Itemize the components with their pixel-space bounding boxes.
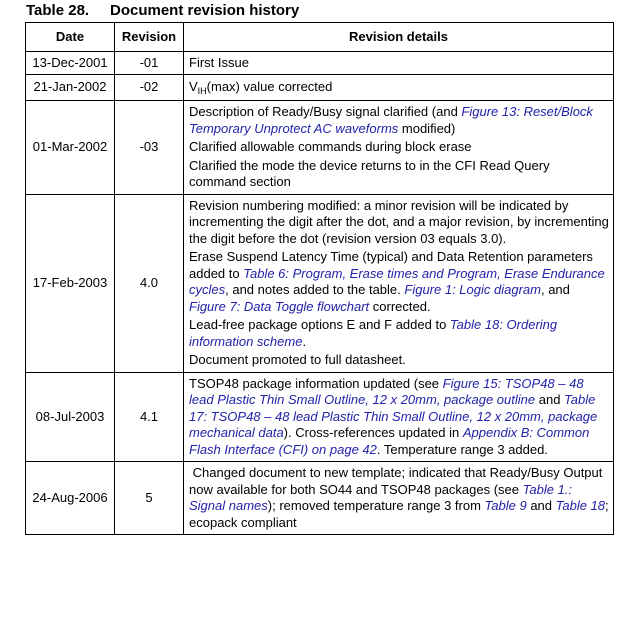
- details-paragraph: Revision numbering modified: a minor revision will be indicated by incrementing the digit after the dot, and a major revision, by incrementing the digit before the dot (revision version 03 equals 3.0).: [189, 197, 609, 246]
- link-table-17[interactable]: Table 17: TSOP48 – 48 lead Plastic Thin Small Outline, 12 x 20mm, package mechanical data: [189, 392, 598, 440]
- cell-details: [184, 372, 614, 462]
- link-table-9[interactable]: Table 9: [484, 498, 527, 513]
- table-row: [26, 52, 614, 75]
- details-text: (max) value corrected: [206, 79, 333, 95]
- link-table-18[interactable]: Table 18: [555, 498, 606, 513]
- cell-details: [184, 462, 614, 535]
- details-text: , and notes added to the table.: [225, 282, 405, 297]
- link-figure-1[interactable]: Figure 1: Logic diagram: [404, 282, 541, 297]
- details-text: Erase Suspend Latency Time (typical) and Data Retention parameters added to: [189, 249, 593, 281]
- vih-symbol: V: [189, 79, 198, 95]
- details-text: ); removed temperature range 3 from: [267, 498, 485, 513]
- table-number: Table 28.: [26, 2, 90, 19]
- details-text: .: [302, 333, 307, 349]
- link-appendix-b[interactable]: Appendix B: Common Flash Interface (CFI) on page 42: [189, 425, 590, 457]
- details-text: TSOP48 package information updated (see: [189, 375, 443, 391]
- cell-details: [184, 75, 614, 101]
- table-row: [26, 372, 614, 462]
- cell-date: 08-Jul-2003: [26, 372, 115, 462]
- details-text: corrected.: [369, 298, 431, 314]
- details-paragraph: [189, 317, 609, 350]
- table-row: [26, 462, 614, 535]
- details-text: modified): [398, 120, 456, 136]
- details-text: and: [526, 498, 556, 513]
- details-text: , and: [540, 282, 570, 297]
- cell-revision: 5: [115, 462, 184, 535]
- link-figure-13[interactable]: Figure 13: Reset/Block Temporary Unprotect AC waveforms: [189, 104, 593, 136]
- details-paragraph: [189, 104, 609, 137]
- cell-revision: 4.0: [115, 194, 184, 372]
- details-paragraph: Clarified allowable commands during block erase: [189, 139, 472, 154]
- link-table-1[interactable]: Table 1.: Signal names: [189, 481, 576, 513]
- cell-date: 24-Aug-2006: [26, 462, 115, 535]
- vih-subscript: IH: [197, 86, 207, 97]
- cell-details: [184, 101, 614, 195]
- header-details: Revision details: [184, 23, 614, 52]
- details-paragraph: Clarified the mode the device returns to in the CFI Read Query command section: [189, 157, 550, 189]
- details-text: Description of Ready/Busy signal clarified (and: [189, 104, 462, 119]
- revision-history-table: [25, 22, 614, 535]
- cell-date: 17-Feb-2003: [26, 194, 115, 372]
- header-date: Date: [26, 23, 115, 52]
- table-caption: [26, 2, 299, 19]
- link-table-18[interactable]: Table 18: Ordering information scheme: [189, 317, 558, 349]
- cell-revision: -03: [115, 101, 184, 195]
- header-revision: Revision: [115, 23, 184, 52]
- details-paragraph: [189, 376, 609, 459]
- header-row: [26, 23, 614, 52]
- cell-revision: -01: [115, 52, 184, 75]
- table-title: Document revision history: [110, 2, 300, 19]
- link-figure-7[interactable]: Figure 7: Data Toggle flowchart: [189, 298, 370, 314]
- link-figure-15[interactable]: Figure 15: TSOP48 – 48 lead Plastic Thin Small Outline, 12 x 20mm, package outline: [189, 375, 584, 407]
- details-paragraph: [189, 465, 613, 531]
- details-paragraph: [189, 249, 609, 315]
- cell-date: 01-Mar-2002: [26, 101, 115, 195]
- details-text: . Temperature range 3 added.: [376, 441, 548, 457]
- cell-details: [184, 194, 614, 372]
- details-text: ; ecopack compliant: [189, 498, 613, 530]
- cell-revision: 4.1: [115, 372, 184, 462]
- cell-details: First Issue: [184, 52, 614, 75]
- details-text: and: [535, 392, 565, 407]
- table-row: [26, 194, 614, 372]
- details-paragraph: Document promoted to full datasheet.: [189, 352, 406, 367]
- details-text: ). Cross-references updated in: [283, 425, 463, 440]
- details-text: Lead-free package options E and F added to: [189, 317, 450, 332]
- cell-date: 21-Jan-2002: [26, 75, 115, 101]
- link-table-6[interactable]: Table 6: Program, Erase times and Program, Erase Endurance cycles: [189, 265, 605, 297]
- cell-date: 13-Dec-2001: [26, 52, 115, 75]
- cell-revision: -02: [115, 75, 184, 101]
- details-text: Changed document to new template; indicated that Ready/Busy Output now available for both SO44 and TSOP48 packages (see: [189, 465, 607, 497]
- table-row: [26, 101, 614, 195]
- table-row: [26, 75, 614, 101]
